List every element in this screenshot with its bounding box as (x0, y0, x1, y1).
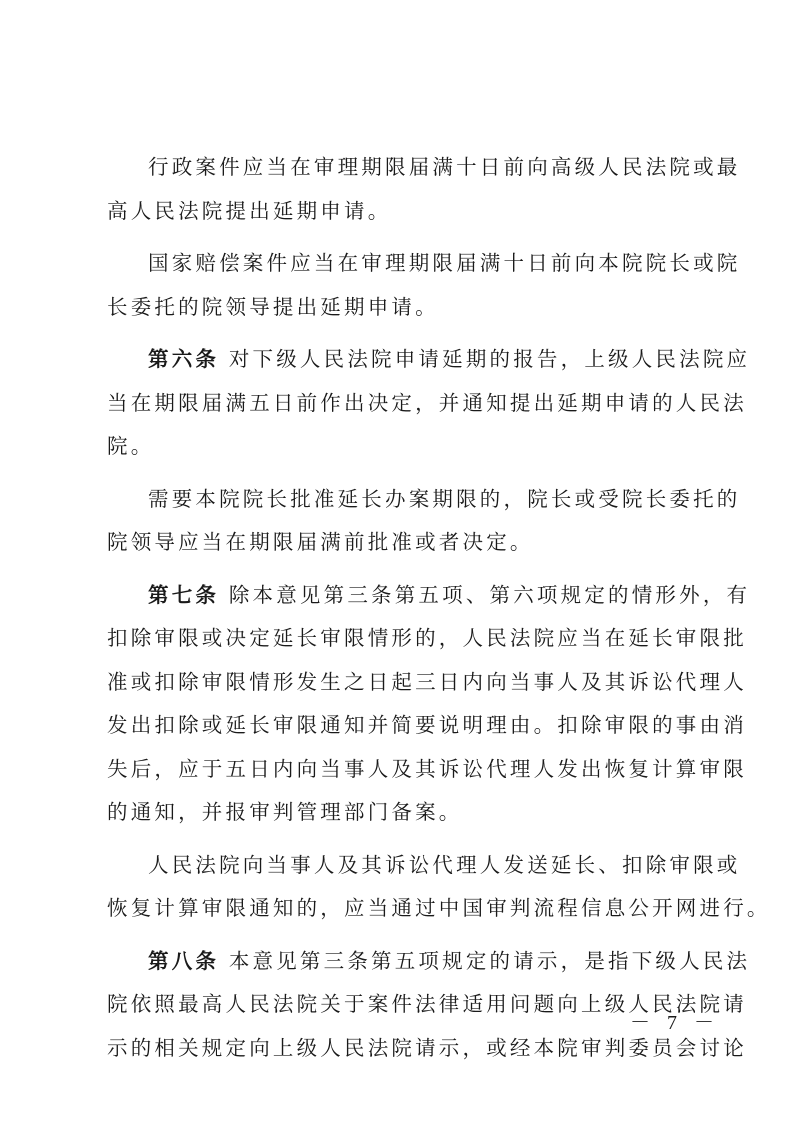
article-six (107, 338, 751, 469)
text-line: 需要本院院长批准延长办案期限的，院长或受院长委托的 (148, 486, 741, 511)
text-line: 长委托的院领导提出延期申请。 (107, 294, 439, 319)
article-heading: 第七条 (148, 582, 220, 607)
text-line: 发出扣除或延长审限通知并简要说明理由。扣除审限的事由消 (107, 713, 747, 737)
paragraph-state-compensation (107, 242, 741, 329)
article-heading: 第八条 (148, 948, 220, 973)
text-line: 准或扣除审限情形发生之日起三日内向当事人及其诉讼代理人 (107, 669, 747, 694)
text-line-rest: 除本意见第三条第五项、第六项规定的情形外，有 (219, 582, 751, 607)
text-line: 失后，应于五日内向当事人及其诉讼代理人发出恢复计算审限 (107, 756, 747, 781)
page-number: － 7 － (630, 1012, 720, 1034)
text-line (107, 574, 751, 618)
text-line: 当在期限届满五日前作出决定，并通知提出延期申请的人民法 (107, 390, 747, 415)
text-line-rest: 本意见第三条第五项规定的请示，是指下级人民法 (219, 948, 751, 973)
text-line: 的通知，并报审判管理部门备案。 (107, 800, 463, 824)
text-line: 国家赔偿案件应当在审理期限届满十日前向本院院长或院 (148, 251, 741, 275)
text-line: 人民法院向当事人及其诉讼代理人发送延长、扣除审限或 (148, 852, 741, 877)
document-body (107, 146, 771, 1079)
article-eight (107, 940, 751, 1071)
paragraph-administrative-cases (107, 146, 741, 233)
article-heading: 第六条 (148, 347, 220, 371)
text-line (107, 940, 751, 984)
paragraph-notification (107, 844, 771, 931)
text-line: 示的相关规定向上级人民法院请示，或经本院审判委员会讨论 (107, 1035, 747, 1060)
paragraph-president-approval (107, 478, 741, 565)
text-line: 院依照最高人民法院关于案件法律适用问题向上级人民法院请 (107, 992, 747, 1016)
text-line-rest: 对下级人民法院申请延期的报告，上级人民法院应 (219, 347, 751, 371)
text-line (107, 338, 751, 382)
text-line: 扣除审限或决定延长审限情形的，人民法院应当在延长审限批 (107, 626, 747, 650)
article-seven (107, 574, 751, 835)
text-line: 院。 (107, 434, 155, 458)
text-line: 行政案件应当在审理期限届满十日前向高级人民法院或最 (148, 155, 741, 179)
text-line: 高人民法院提出延期申请。 (107, 198, 392, 223)
text-line: 恢复计算审限通知的，应当通过中国审判流程信息公开网进行。 (107, 896, 771, 920)
text-line: 院领导应当在期限届满前批准或者决定。 (107, 530, 534, 554)
